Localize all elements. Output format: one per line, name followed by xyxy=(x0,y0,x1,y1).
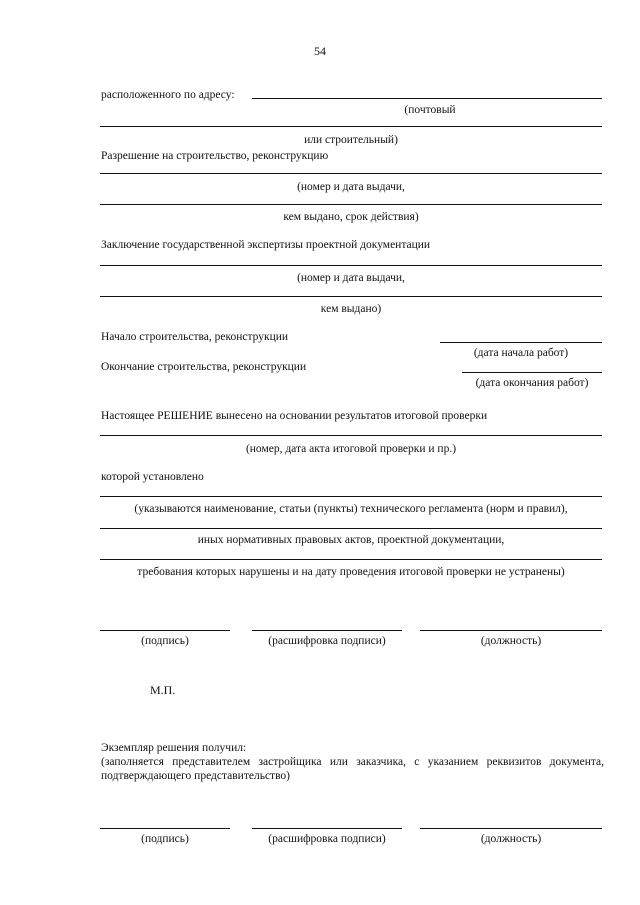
position-line-1 xyxy=(420,630,602,631)
copy-received-note: (заполняется представителем застройщика или заказчика, с указанием реквизитов документа, подтверждающего представительство) xyxy=(101,756,604,782)
established-line-3 xyxy=(100,559,602,560)
position-line-2 xyxy=(420,828,602,829)
decryption-line-1 xyxy=(252,630,402,631)
address-line xyxy=(252,98,602,99)
signature-line-1 xyxy=(100,630,230,631)
construction-end-caption: (дата окончания работ) xyxy=(475,377,589,389)
address-label: расположенного по адресу: xyxy=(101,89,235,101)
established-caption-documents: иных нормативных правовых актов, проектной документации, xyxy=(197,534,505,546)
established-caption-regulation: (указываются наименование, статьи (пункты) технического регламента (норм и правил), xyxy=(134,503,568,515)
expertise-label: Заключение государственной экспертизы проектной документации xyxy=(101,239,431,251)
established-line-1 xyxy=(100,496,602,497)
construction-start-label: Начало строительства, реконструкции xyxy=(101,331,289,343)
decryption-caption-1: (расшифровка подписи) xyxy=(268,635,386,647)
permit-caption-issuer-validity: кем выдано, срок действия) xyxy=(283,211,419,223)
page-number: 54 xyxy=(314,44,326,58)
stamp-label: М.П. xyxy=(150,683,176,697)
permit-caption-number-date: (номер и дата выдачи, xyxy=(297,181,405,193)
permit-line-1 xyxy=(100,173,602,174)
expertise-caption-number-date: (номер и дата выдачи, xyxy=(297,272,405,284)
permit-line-2 xyxy=(100,204,602,205)
signature-line-2 xyxy=(100,828,230,829)
expertise-line-2 xyxy=(100,296,602,297)
decision-line xyxy=(100,435,602,436)
decision-label: Настоящее РЕШЕНИЕ вынесено на основании результатов итоговой проверки xyxy=(101,410,488,422)
decryption-caption-2: (расшифровка подписи) xyxy=(268,833,386,845)
established-caption-violations: требования которых нарушены и на дату проведения итоговой проверки не устранены) xyxy=(137,566,565,578)
address-line-2 xyxy=(100,126,602,127)
established-label: которой установлено xyxy=(101,471,204,483)
signature-caption-2: (подпись) xyxy=(141,833,189,845)
decryption-line-2 xyxy=(252,828,402,829)
construction-end-label: Окончание строительства, реконструкции xyxy=(101,361,307,373)
expertise-caption-issuer: кем выдано) xyxy=(320,303,382,315)
decision-caption: (номер, дата акта итоговой проверки и пр.) xyxy=(245,443,457,455)
signature-caption-1: (подпись) xyxy=(141,635,189,647)
address-caption-postal: (почтовый xyxy=(404,104,456,116)
established-line-2 xyxy=(100,528,602,529)
copy-received-label: Экземпляр решения получил: xyxy=(101,742,247,754)
address-caption-construction: или строительный) xyxy=(304,134,398,146)
construction-start-caption: (дата начала работ) xyxy=(473,347,569,359)
position-caption-2: (должность) xyxy=(480,833,542,845)
position-caption-1: (должность) xyxy=(480,635,542,647)
expertise-line-1 xyxy=(100,265,602,266)
permit-label: Разрешение на строительство, реконструкцию xyxy=(101,150,329,162)
construction-start-line xyxy=(440,342,602,343)
construction-end-line xyxy=(462,372,602,373)
